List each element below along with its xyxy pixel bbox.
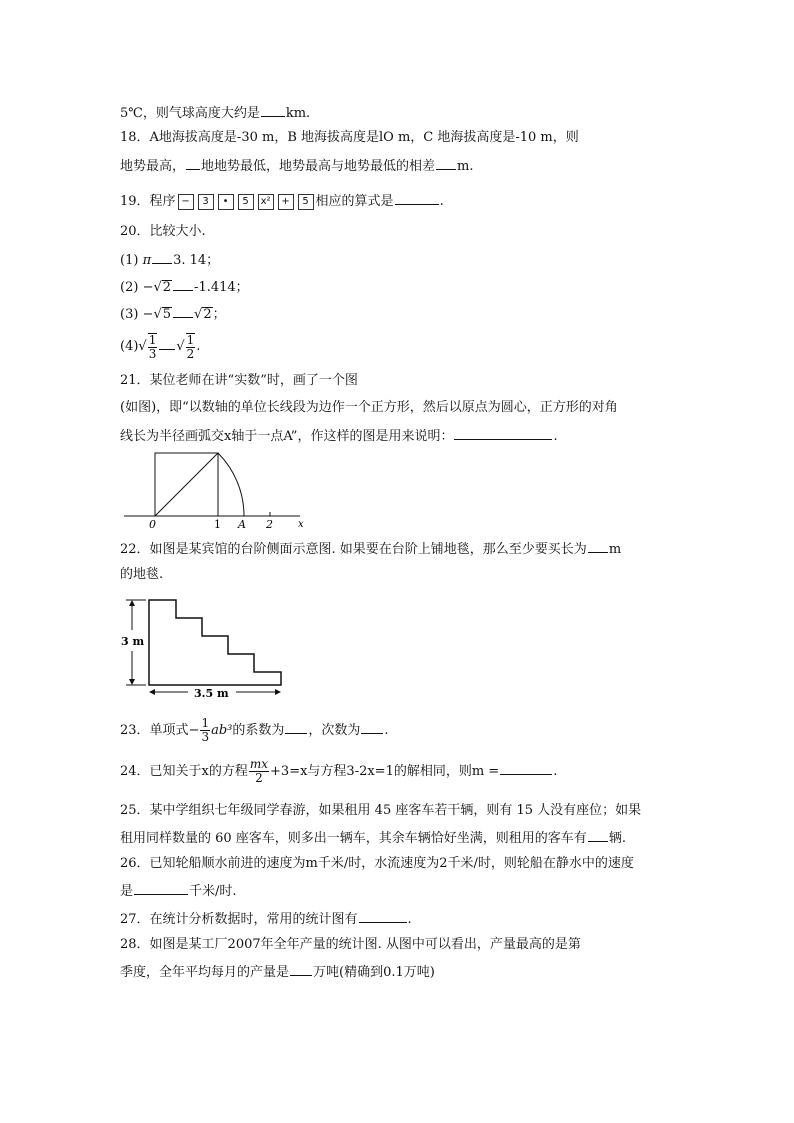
q27-blank bbox=[359, 909, 407, 923]
q20-p1-label: (1) bbox=[120, 253, 139, 268]
label-x: x bbox=[298, 519, 304, 530]
q22-blank bbox=[588, 539, 608, 553]
q17-unit: km. bbox=[285, 106, 311, 121]
number-line-figure bbox=[118, 448, 318, 530]
q25-end: 辆. bbox=[608, 831, 626, 846]
q24-end: . bbox=[553, 764, 558, 779]
sqrt-frac-1-2: √ $\frac{1}{2}$ bbox=[176, 332, 195, 361]
label-two: 2 bbox=[266, 518, 273, 530]
q23-blank-2 bbox=[361, 720, 383, 734]
q28-line1: 28．如图是某工厂2007年全年产量的统计图. 从图中可以看出，产量最高的是第 bbox=[120, 937, 581, 952]
q28-text-b: 万吨(精确到0.1万吨) bbox=[313, 965, 435, 980]
q27-text: 27．在统计分析数据时，常用的统计图有 bbox=[120, 912, 358, 927]
q20-p2-value: -1.414； bbox=[194, 280, 249, 295]
q18-line1: 18．A地海拔高度是-30 m，B 地海拔高度是lO m，C 地海拔高度是-10 m，则 bbox=[120, 130, 579, 145]
label-origin: 0 bbox=[149, 518, 156, 530]
q22-line1 bbox=[120, 539, 621, 559]
q20-p3-label: (3) bbox=[120, 307, 139, 322]
numerator: 1 bbox=[186, 332, 195, 347]
q18-line2 bbox=[120, 156, 474, 176]
q18-text-c: m. bbox=[457, 159, 474, 174]
stairs-figure bbox=[118, 595, 288, 703]
q24-blank bbox=[500, 761, 552, 775]
q27-end: . bbox=[407, 912, 412, 927]
monomial: ab³ bbox=[211, 723, 233, 738]
pi-symbol: π bbox=[142, 253, 152, 268]
q23-blank-1 bbox=[285, 720, 307, 734]
q17-blank bbox=[261, 103, 285, 117]
q18-blank-2 bbox=[436, 156, 456, 170]
stairs-outline bbox=[149, 600, 281, 685]
q19-blank bbox=[395, 191, 439, 205]
numerator: 1 bbox=[148, 332, 157, 347]
denominator: 3 bbox=[201, 730, 210, 744]
arc bbox=[218, 453, 244, 516]
q20-p2-minus: − bbox=[142, 280, 154, 295]
q24-text: 24．已知关于x的方程 bbox=[120, 764, 248, 779]
q20-p1-blank bbox=[152, 250, 172, 264]
numerator: mx bbox=[249, 757, 269, 771]
arrow-down-icon bbox=[129, 679, 135, 685]
q26-line1: 26．已知轮船顺水前进的速度为m千米/时，水流速度为2千米/时，则轮船在静水中的速度 bbox=[120, 856, 634, 871]
diagonal bbox=[155, 453, 218, 516]
q20-p1-value: 3. 14； bbox=[173, 253, 220, 268]
width-label: 3.5 m bbox=[194, 687, 229, 700]
q23-line bbox=[120, 716, 389, 746]
sqrt-5: √5 bbox=[153, 307, 172, 322]
q17-tail bbox=[120, 103, 310, 123]
q23-end: . bbox=[384, 723, 389, 738]
q21-line1: 21．某位老师在讲“实数”时，画了一个图 bbox=[120, 373, 358, 388]
q28-blank bbox=[290, 962, 312, 976]
q25-line1: 25．某中学组织七年级同学春游，如果租用 45 座客车若干辆，则有 15 人没有座位；如果 bbox=[120, 803, 642, 818]
q20-part4 bbox=[120, 332, 200, 362]
key-5: 5 bbox=[238, 194, 254, 210]
sqrt-2: √2 bbox=[153, 280, 172, 295]
label-one: 1 bbox=[214, 518, 221, 530]
denominator: 2 bbox=[255, 771, 263, 785]
label-a: A bbox=[238, 518, 246, 530]
q20-p4-blank bbox=[159, 336, 175, 350]
q18-blank-1 bbox=[186, 156, 200, 170]
denominator: 2 bbox=[186, 346, 195, 361]
q24-line bbox=[120, 757, 557, 787]
q21-line2: (如图)，即“以数轴的单位长线段为边作一个正方形，然后以原点为圆心，正方形的对角 bbox=[120, 400, 618, 415]
denominator: 3 bbox=[148, 346, 157, 361]
q22-text: 22．如图是某宾馆的台阶侧面示意图. 如果要在台阶上铺地毯，那么至少要买长为 bbox=[120, 542, 587, 557]
q20-p2-blank bbox=[173, 277, 193, 291]
q22-unit: m bbox=[608, 542, 622, 557]
radicand: 2 bbox=[162, 280, 172, 295]
key-minus: − bbox=[178, 194, 194, 210]
sqrt-2b: √2 bbox=[194, 307, 212, 322]
q27-line bbox=[120, 909, 412, 929]
q25-line2 bbox=[120, 828, 626, 848]
frac-1-3 bbox=[148, 333, 158, 361]
frac-1-2 bbox=[186, 333, 196, 361]
q21-text: 线长为半径画弧交x轴于一点A”，作这样的图是用来说明： bbox=[120, 429, 454, 444]
q24-text-post: +3=x与方程3-2x=1的解相同，则m = bbox=[270, 764, 500, 779]
sqrt-frac-1-3: √ $\frac{1}{3}$ bbox=[138, 332, 157, 361]
numerator: 1 bbox=[201, 716, 210, 730]
frac-1-3-coef bbox=[200, 717, 210, 744]
q20-part2 bbox=[120, 277, 249, 297]
key-5b: 5 bbox=[298, 194, 314, 210]
q18-text-a: 地势最高， bbox=[120, 159, 186, 174]
q20-title: 20．比较大小. bbox=[120, 224, 206, 239]
q20-p3-end: ； bbox=[212, 307, 226, 322]
q21-end: . bbox=[553, 429, 558, 444]
q20-part1 bbox=[120, 250, 219, 270]
q17-text: 5℃，则气球高度大约是 bbox=[120, 106, 260, 121]
radicand: 2 bbox=[203, 307, 212, 322]
q23-degree-text: ，次数为 bbox=[308, 723, 361, 738]
arrow-right-icon bbox=[275, 689, 281, 695]
arrow-up-icon bbox=[129, 600, 135, 606]
q19-line bbox=[120, 191, 444, 211]
q26-line2 bbox=[120, 881, 237, 901]
key-3: 3 bbox=[198, 194, 214, 210]
q21-line3 bbox=[120, 426, 558, 446]
q20-p4-label: (4) bbox=[120, 339, 139, 354]
q19-end: . bbox=[439, 194, 444, 209]
q18-text-b: 地地势最低，地势最高与地势最低的相差 bbox=[201, 159, 436, 174]
q26-text-b: 千米/时. bbox=[189, 884, 237, 899]
q26-text-a: 是 bbox=[120, 884, 134, 899]
q20-p4-end: . bbox=[196, 339, 201, 354]
key-dot: • bbox=[218, 194, 234, 210]
q23-coef-text: 的系数为 bbox=[232, 723, 285, 738]
q19-text: 19．程序 bbox=[120, 194, 176, 209]
arrow-left-icon bbox=[149, 689, 155, 695]
q28-line2 bbox=[120, 962, 435, 982]
frac-mx-2 bbox=[249, 758, 269, 785]
q25-blank bbox=[588, 828, 608, 842]
q20-p3-blank bbox=[173, 304, 193, 318]
q20-p2-label: (2) bbox=[120, 280, 139, 295]
q21-blank bbox=[454, 426, 552, 440]
q22-line2: 的地毯. bbox=[120, 567, 164, 582]
height-label: 3 m bbox=[121, 635, 145, 648]
radicand: 5 bbox=[162, 307, 172, 322]
q26-blank bbox=[134, 881, 188, 895]
q25-text: 租用同样数量的 60 座客车，则多出一辆车，其余车辆恰好坐满，则租用的客车有 bbox=[120, 831, 587, 846]
key-square: x² bbox=[258, 194, 274, 210]
q19-text-post: 相应的算式是 bbox=[315, 194, 394, 209]
q23-text: 23．单项式− bbox=[120, 723, 200, 738]
q28-text-a: 季度，全年平均每月的产量是 bbox=[120, 965, 290, 980]
q20-part3 bbox=[120, 304, 226, 324]
key-plus: + bbox=[278, 194, 294, 210]
q20-p3-minus: − bbox=[142, 307, 154, 322]
